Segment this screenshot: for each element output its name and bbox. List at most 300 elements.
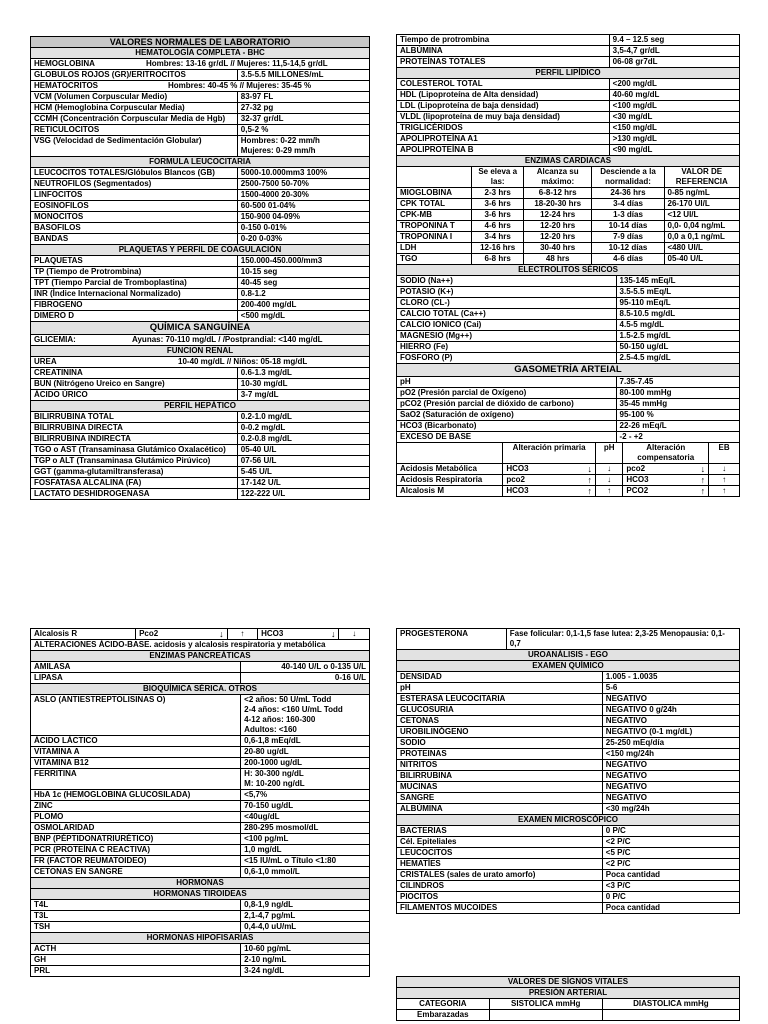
test-value: 40-60 mg/dL: [609, 90, 739, 101]
test-value: 25-250 mEq/día: [602, 738, 739, 749]
test-value: 2500-7500 50-70%: [237, 179, 369, 190]
urinalysis-table: [396, 628, 740, 650]
column-header: CATEGORIA: [397, 999, 490, 1010]
section-header-row: [397, 661, 740, 672]
table-row: [31, 179, 370, 190]
test-name: TSH: [31, 922, 241, 933]
section-header-row: [31, 37, 370, 48]
test-value: Hombres: 13-16 gr/dL // Mujeres: 11,5-14,5 gr/dL: [146, 59, 328, 68]
lab-values-panel-1: [30, 36, 370, 500]
test-name: AMILASA: [31, 662, 241, 673]
table-row: [397, 672, 740, 683]
section-header-row: [31, 346, 370, 357]
test-value: >130 mg/dL: [609, 134, 739, 145]
test-value: NEGATIVO: [602, 771, 739, 782]
test-name: TGO o AST (Transaminasa Glutámico Oxalacético): [31, 445, 238, 456]
test-value: 135-145 mEq/L: [616, 276, 739, 287]
test-value: 0-20 0-03%: [237, 234, 369, 245]
test-value: 0-150 0-01%: [237, 223, 369, 234]
test-name: EOSINOFILOS: [31, 201, 238, 212]
test-value: 10-60 pg/mL: [241, 944, 370, 955]
test-name: GLOBULOS ROJOS (GR)/ERITROCITOS: [31, 70, 238, 81]
table-row: [31, 922, 370, 933]
test-name: VLDL (lipoproteína de muy baja densidad): [397, 112, 610, 123]
test-value: 06-08 gr7dL: [609, 57, 739, 68]
test-name: SaO2 (Saturación de oxígeno): [397, 410, 617, 421]
table-row: [397, 134, 740, 145]
test-value: 150.000-450.000/mm3: [237, 256, 369, 267]
section-header: EXAMEN QUÍMICO: [397, 661, 740, 672]
test-name: VCM (Volumen Corpuscular Medio): [31, 92, 238, 103]
test-value: 5-45 U/L: [237, 467, 369, 478]
test-value: 0.2-0.8 mg/dL: [237, 434, 369, 445]
compensatory-alteration: [258, 629, 339, 640]
test-value: 3.5-5.5 mEq/L: [616, 287, 739, 298]
table-row: [31, 125, 370, 136]
enzyme-name: MIOGLOBINA: [397, 188, 472, 199]
test-name: EXCESO DE BASE: [397, 432, 617, 443]
arrow-up-icon: ↑: [709, 475, 740, 486]
lab-values-panel-2: [396, 34, 740, 497]
table-row: [397, 837, 740, 848]
test-name: HIERRO (Fe): [397, 342, 617, 353]
section-header-row: [397, 977, 740, 988]
disorder-name: Acidosis Metabólica: [397, 464, 503, 475]
test-value: 5-6: [602, 683, 739, 694]
enzyme-value: 24-36 hrs: [592, 188, 664, 199]
test-name: pH: [397, 683, 603, 694]
test-name: TGP o ALT (Transaminasa Glutámico Pirúvico): [31, 456, 238, 467]
table-row: [31, 289, 370, 300]
table-row: [31, 834, 370, 845]
test-name: GLUCOSURIA: [397, 705, 603, 716]
test-value: <100 mg/dL: [609, 101, 739, 112]
enzyme-value: 4-6 días: [592, 254, 664, 265]
test-name: pCO2 (Presión parcial de dióxido de carbono): [397, 399, 617, 410]
section-header: BIOQUÍMICA SÉRICA. OTROS: [31, 684, 370, 695]
test-name: MONOCITOS: [31, 212, 238, 223]
table-row: [31, 467, 370, 478]
test-name: pO2 (Presión parcial de Oxígeno): [397, 388, 617, 399]
test-value: 2,1-4,7 pg/mL: [241, 911, 370, 922]
table-row: [31, 379, 370, 390]
primary-value: Pco2: [139, 629, 159, 638]
test-value: 3-7 mg/dL: [237, 390, 369, 401]
disorder-name: Alcalosis M: [397, 486, 503, 497]
test-name: CCMH (Concentración Corpuscular Media de Hgb): [31, 114, 238, 125]
table-row: [31, 278, 370, 289]
section-header-row: [31, 684, 370, 695]
test-value: 200-400 mg/dL: [237, 300, 369, 311]
lab-values-table-1: [30, 36, 370, 500]
table-row: [397, 421, 740, 432]
table-row: [31, 114, 370, 125]
test-name: HbA 1c (HEMOGLOBINA GLUCOSILADA): [31, 790, 241, 801]
table-row: [31, 812, 370, 823]
test-name: ALBÚMINA: [397, 804, 603, 815]
table-row: [31, 256, 370, 267]
category-name: Embarazadas: [397, 1010, 490, 1021]
test-value: NEGATIVO: [602, 694, 739, 705]
test-value: 2.5-4.5 mg/dL: [616, 353, 739, 364]
arrow-down-icon: ↓: [339, 629, 370, 640]
arrow-up-icon: ↑: [227, 629, 258, 640]
test-value: 10-15 seg: [237, 267, 369, 278]
column-header: VALOR DE REFERENCIA: [664, 167, 740, 188]
test-value-line: Hombres: 0-22 mm/h: [240, 136, 320, 145]
section-header: FORMULA LEUCOCITARIA: [31, 157, 370, 168]
table-row: [397, 629, 740, 650]
section-header: ENZIMAS CARDIACAS: [397, 156, 740, 167]
section-header: UROANÁLISIS - EGO: [397, 650, 740, 661]
table-row: [31, 212, 370, 223]
test-value: 50-150 ug/dL: [616, 342, 739, 353]
test-value: 3,5-4,7 gr/dL: [609, 46, 739, 57]
column-header-row: [397, 167, 740, 188]
table-row: [397, 749, 740, 760]
test-value: 150-900 04-09%: [237, 212, 369, 223]
test-name: UROBILINÓGENO: [397, 727, 603, 738]
test-name: BILIRRUBINA DIRECTA: [31, 423, 238, 434]
enzyme-value: 48 hrs: [523, 254, 592, 265]
test-value: 8.5-10.5 mg/dL: [616, 309, 739, 320]
section-header-row: [31, 889, 370, 900]
table-row: [31, 168, 370, 179]
table-row: [31, 747, 370, 758]
test-name: LACTATO DESHIDROGENASA: [31, 489, 238, 500]
test-name: OSMOLARIDAD: [31, 823, 241, 834]
enzyme-value: 7-9 días: [592, 232, 664, 243]
test-name: HEMATÍES: [397, 859, 603, 870]
test-name: LIPASA: [31, 673, 241, 684]
test-name: CILINDROS: [397, 881, 603, 892]
test-value: 200-1000 ug/dL: [241, 758, 370, 769]
column-header: EB: [709, 443, 740, 464]
glucemia-row: [31, 335, 370, 346]
enzyme-value: 10-14 días: [592, 221, 664, 232]
primary-value: HCO3: [506, 464, 529, 473]
test-name: GH: [31, 955, 241, 966]
arrow-down-icon: ↓: [587, 464, 592, 474]
test-name: PROGESTERONA: [397, 629, 507, 650]
section-header: PLAQUETAS Y PERFIL DE COAGULACIÓN: [31, 245, 370, 256]
table-row: [397, 870, 740, 881]
test-value: [241, 695, 370, 736]
test-name-text: HEMATOCRITOS: [34, 81, 99, 90]
section-header-row: [397, 815, 740, 826]
table-row: [31, 390, 370, 401]
table-row: [397, 771, 740, 782]
enzyme-name: TGO: [397, 254, 472, 265]
section-header: FUNCION RENAL: [31, 346, 370, 357]
enzyme-value: <480 UI/L: [664, 243, 740, 254]
enzyme-value: 12-24 hrs: [523, 210, 592, 221]
test-name-text: GLICEMIA:: [34, 335, 76, 344]
table-row: [397, 760, 740, 771]
test-name: HCO3 (Bicarbonato): [397, 421, 617, 432]
table-row: [31, 190, 370, 201]
enzyme-value: <12 UI/L: [664, 210, 740, 221]
table-row: [31, 136, 370, 157]
table-row: [397, 112, 740, 123]
vital-signs-panel: [396, 976, 740, 1021]
test-value: 83-97 FL: [237, 92, 369, 103]
table-row: [31, 70, 370, 81]
test-name: LINFOCITOS: [31, 190, 238, 201]
test-value: 35-45 mmHg: [616, 399, 739, 410]
table-row: [397, 188, 740, 199]
section-header: EXAMEN MICROSCÓPICO: [397, 815, 740, 826]
table-row: [31, 368, 370, 379]
enzyme-name: CPK TOTAL: [397, 199, 472, 210]
table-row: [397, 804, 740, 815]
test-value: 70-150 ug/dL: [241, 801, 370, 812]
table-row: [397, 331, 740, 342]
test-value: [237, 136, 369, 157]
arrow-down-icon: ↓: [595, 464, 622, 475]
section-header: HORMONAS: [31, 878, 370, 889]
enzyme-value: 12-16 hrs: [472, 243, 523, 254]
section-header-row: [31, 933, 370, 944]
column-header: DIASTOLICA mmHg: [602, 999, 739, 1010]
test-name: pH: [397, 377, 617, 388]
test-value: [241, 769, 370, 790]
test-value: <90 mg/dL: [609, 145, 739, 156]
primary-alteration: [503, 464, 596, 475]
table-row: [397, 486, 740, 497]
test-name: HDL (Lipoproteína de Alta densidad): [397, 90, 610, 101]
diastolic-value: [602, 1010, 739, 1021]
section-header: HORMONAS HIPOFISARIAS: [31, 933, 370, 944]
test-value: <15 IU/mL o Título <1:80: [241, 856, 370, 867]
compensatory-alteration: [623, 475, 709, 486]
test-value-line: H: 30-300 ng/dL: [244, 769, 304, 778]
table-row: [397, 848, 740, 859]
test-name: BACTERIAS: [397, 826, 603, 837]
test-value: 0,8-1,9 ng/dL: [241, 900, 370, 911]
test-value: NEGATIVO: [602, 782, 739, 793]
test-value: NEGATIVO: [602, 760, 739, 771]
table-row: [397, 35, 740, 46]
arrow-up-icon: ↑: [595, 486, 622, 497]
test-value: 0 P/C: [602, 826, 739, 837]
table-row: [397, 716, 740, 727]
test-value: 22-26 mEq/L: [616, 421, 739, 432]
section-header-row: [397, 988, 740, 999]
enzyme-value: 3-6 hrs: [472, 210, 523, 221]
lipid-table: [396, 34, 740, 156]
test-name: BNP (PÉPTIDONATRIURÉTICO): [31, 834, 241, 845]
test-value: 40-140 U/L o 0-135 U/L: [241, 662, 370, 673]
section-header-row: [31, 401, 370, 412]
test-value: Hombres: 40-45 % // Mujeres: 35-45 %: [168, 81, 312, 90]
column-header: Se eleva a las:: [472, 167, 523, 188]
test-name: ÁCIDO ÚRICO: [31, 390, 238, 401]
test-value: 10-40 mg/dL // Niños: 05-18 mg/dL: [178, 357, 308, 366]
arrow-up-icon: ↑: [700, 475, 706, 485]
test-name: CETONAS EN SANGRE: [31, 867, 241, 878]
test-name: MAGNESIO (Mg++): [397, 331, 617, 342]
enzyme-value: 26-170 UI/L: [664, 199, 740, 210]
table-row: [397, 1010, 740, 1021]
column-header: Alcanza su máximo:: [523, 167, 592, 188]
enzyme-value: 0,0- 0,04 ng/mL: [664, 221, 740, 232]
test-value: <40ug/dL: [241, 812, 370, 823]
test-value: 0,6-1,0 mmol/L: [241, 867, 370, 878]
test-name: [31, 81, 370, 92]
table-row: [31, 966, 370, 977]
section-header: HEMATOLOGÍA COMPLETA - BHC: [31, 48, 370, 59]
enzyme-value: 18-20-30 hrs: [523, 199, 592, 210]
test-name: RETICULOCITOS: [31, 125, 238, 136]
table-row: [397, 705, 740, 716]
urinalysis-panel: [396, 628, 740, 914]
compensatory-value: PCO2: [626, 486, 649, 495]
table-row: [31, 92, 370, 103]
table-row: [31, 769, 370, 790]
test-name: APOLIPROTEÍNA B: [397, 145, 610, 156]
test-value: Poca cantidad: [602, 903, 739, 914]
test-value: Poca cantidad: [602, 870, 739, 881]
test-value: 0.8-1.2: [237, 289, 369, 300]
test-value: <500 mg/dL: [237, 311, 369, 322]
test-value: 0-0.2 mg/dL: [237, 423, 369, 434]
enzyme-value: 2-3 hrs: [472, 188, 523, 199]
test-value-line: Adultos: <160: [244, 725, 297, 734]
test-value: 2-10 ng/mL: [241, 955, 370, 966]
table-row: [31, 434, 370, 445]
table-row: [397, 243, 740, 254]
table-row: [397, 388, 740, 399]
test-value: 1.005 - 1.0035: [602, 672, 739, 683]
arrow-up-icon: ↑: [709, 486, 740, 497]
test-name: CETONAS: [397, 716, 603, 727]
enzyme-name: TROPONINA I: [397, 232, 472, 243]
test-value: 5000-10.000mm3 100%: [237, 168, 369, 179]
test-value: 80-100 mmHg: [616, 388, 739, 399]
table-row: [31, 801, 370, 812]
section-header: ENZIMAS PANCREÁTICAS: [31, 651, 370, 662]
primary-value: pco2: [506, 475, 525, 484]
table-row: [397, 683, 740, 694]
table-row: [397, 410, 740, 421]
test-name: TRIGLICÉRIDOS: [397, 123, 610, 134]
table-row: [397, 892, 740, 903]
section-header: VALORES DE SÍGNOS VITALES: [397, 977, 740, 988]
table-row: [31, 955, 370, 966]
table-row: [31, 423, 370, 434]
column-header: Alteración compensatoria: [623, 443, 709, 464]
test-value: Ayunas: 70-110 mg/dL / /Postprandial: <140 mg/dL: [132, 335, 323, 344]
test-name: VITAMINA A: [31, 747, 241, 758]
primary-alteration: [503, 475, 596, 486]
table-row: [31, 59, 370, 70]
test-name: PLOMO: [31, 812, 241, 823]
test-value: <5 P/C: [602, 848, 739, 859]
section-header-row: [31, 245, 370, 256]
test-name: FIBROGENO: [31, 300, 238, 311]
test-name: NITRITOS: [397, 760, 603, 771]
table-row: [31, 673, 370, 684]
section-header-row: [397, 68, 740, 79]
table-row: [397, 353, 740, 364]
test-name: FOSFATASA ALCALINA (FA): [31, 478, 238, 489]
test-name: GGT (gamma-glutamiltransferasa): [31, 467, 238, 478]
table-row: [397, 320, 740, 331]
table-row: [31, 856, 370, 867]
test-value: 9.4 – 12.5 seg: [609, 35, 739, 46]
test-name: Cél. Epiteliales: [397, 837, 603, 848]
test-name: PROTEINAS: [397, 749, 603, 760]
urinalysis-values-table: [396, 649, 740, 914]
test-value: Fase folicular: 0,1-1,5 fase lutea: 2,3-25 Menopausia: 0,1-0,7: [506, 629, 739, 650]
test-name: [31, 59, 370, 70]
table-row: [31, 900, 370, 911]
test-name: ÁCIDO LÁCTICO: [31, 736, 241, 747]
table-row: [31, 445, 370, 456]
test-name: ACTH: [31, 944, 241, 955]
enzyme-value: 1-3 días: [592, 210, 664, 221]
table-row: [31, 335, 370, 346]
test-value: 0.2-1.0 mg/dL: [237, 412, 369, 423]
test-name: NEUTROFILOS (Segmentados): [31, 179, 238, 190]
table-row: [31, 456, 370, 467]
table-row: [31, 944, 370, 955]
table-row: [397, 793, 740, 804]
test-name: PCR (PROTEÍNA C REACTIVA): [31, 845, 241, 856]
table-row: [31, 201, 370, 212]
table-row: [397, 782, 740, 793]
test-value: 3-24 ng/dL: [241, 966, 370, 977]
column-header-row: [397, 443, 740, 464]
test-value: 1,0 mg/dL: [241, 845, 370, 856]
enzyme-value: 0,0 a 0,1 ng/mL: [664, 232, 740, 243]
table-row: [31, 662, 370, 673]
test-value: 122-222 U/L: [237, 489, 369, 500]
test-name: MUCINAS: [397, 782, 603, 793]
test-name: PRL: [31, 966, 241, 977]
table-row: [397, 287, 740, 298]
table-row: [31, 478, 370, 489]
compensatory-value: pco2: [626, 464, 646, 473]
section-header-row: [31, 651, 370, 662]
test-value: <200 mg/dL: [609, 79, 739, 90]
test-name: SODIO (Na++): [397, 276, 617, 287]
enzyme-value: 30-40 hrs: [523, 243, 592, 254]
test-value: NEGATIVO (0-1 mg/dL): [602, 727, 739, 738]
test-name: POTASIO (K+): [397, 287, 617, 298]
enzyme-value: 0-85 ng/mL: [664, 188, 740, 199]
table-row: [397, 199, 740, 210]
test-value: 07-56 U/L: [237, 456, 369, 467]
test-name: COLESTEROL TOTAL: [397, 79, 610, 90]
test-name: FERRITINA: [31, 769, 241, 790]
table-row: [31, 640, 370, 651]
table-row: [31, 412, 370, 423]
section-header-row: [31, 878, 370, 889]
test-name-text: UREA: [34, 357, 57, 366]
test-name: BANDAS: [31, 234, 238, 245]
table-row: [397, 221, 740, 232]
test-name: LEUCOCITOS: [397, 848, 603, 859]
test-name: ASLO (ANTIESTREPTOLISINAS O): [31, 695, 241, 736]
test-value: <2 P/C: [602, 837, 739, 848]
test-value: 1.5-2.5 mg/dL: [616, 331, 739, 342]
section-header: HORMONAS TIROIDEAS: [31, 889, 370, 900]
test-name: DENSIDAD: [397, 672, 603, 683]
compensatory-value: HCO3: [626, 475, 649, 484]
primary-alteration: [136, 629, 228, 640]
